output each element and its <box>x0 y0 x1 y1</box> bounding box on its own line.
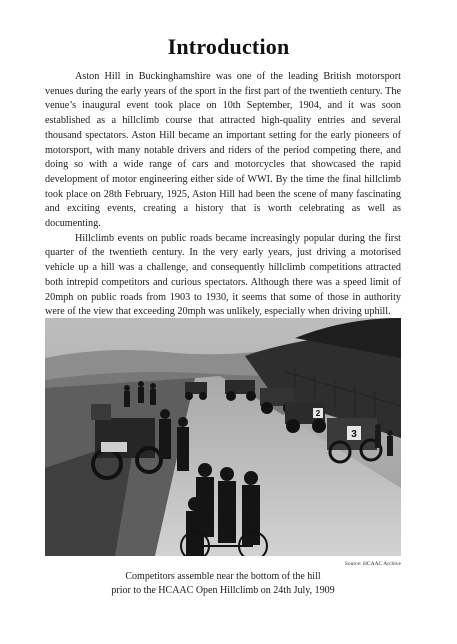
car-number-3: 3 <box>351 429 357 440</box>
car-number-2: 2 <box>315 409 321 418</box>
page-title: Introduction <box>167 34 290 59</box>
body-text <box>45 70 401 320</box>
paragraph-2: Hillclimb events on public roads became increasingly popular during the first quarter of the twentieth century. In the very early years, just driving a motorised vehicle up a hill was a challenge, and consequently hillclimb competitions attracted both intrepid competitors and curious spectators. Although there was a speed limit of 20mph on public roads from 1903 to 1930, it seems that some of those in authority were of the view that exceeding 20mph was unlikely, especially when driving uphill. <box>45 232 401 318</box>
caption-line-2: prior to the HCAAC Open Hillclimb on 24th July, 1909 <box>111 584 335 596</box>
photo-source-credit: Source: HCAAC Archive <box>344 561 401 567</box>
photo-caption <box>45 570 401 597</box>
paragraph-1: Aston Hill in Buckinghamshire was one of the leading British motorsport venues during the early years of the sport in the first part of the twentieth century. The venue’s inaugural event took place on 10th September, 1904, and it was soon established as a hillclimb course that attracted high-quality entries and several thousand spectators. Aston Hill became an important setting for the early pioneers of motorsport, with many notable drivers and riders of the period competing there, and doing so with a wide range of cars and motorcycles that showcased the rapid development of motor engineering either side of WWI. By the time the final hillclimb took place on 28th February, 1925, Aston Hill had been the scene of many fascinating and exciting events, creating a history that is worth celebrating as well as documenting. <box>45 71 401 230</box>
historic-photograph <box>45 318 401 556</box>
caption-line-1: Competitors assemble near the bottom of the hill <box>125 571 321 582</box>
